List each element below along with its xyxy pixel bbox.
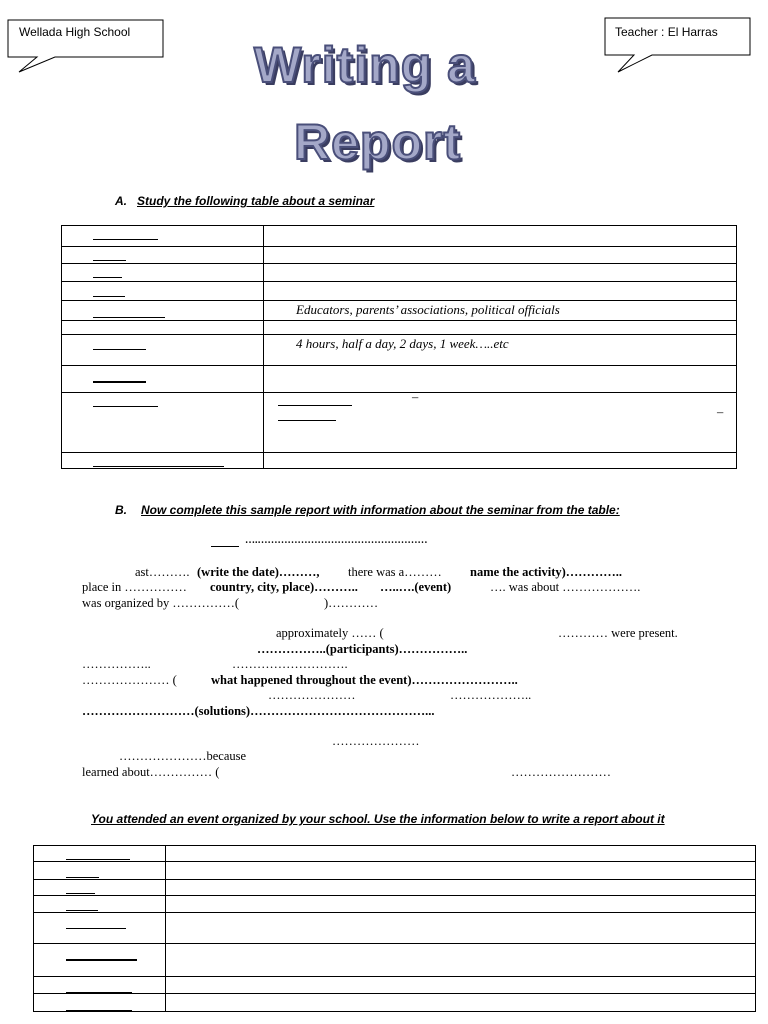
report-text: ………………………(solutions)……………………………………...	[82, 704, 435, 718]
report-text: …. was about ……………….	[490, 580, 641, 594]
section-c-heading: You attended an event organized by your school. Use the information below to write a report about it	[91, 812, 665, 826]
blank-line	[66, 1010, 132, 1011]
title-line-1: Writing a	[254, 37, 476, 93]
blank-line	[93, 381, 146, 383]
section-b-letter: B.	[115, 503, 127, 517]
report-text: ……………………	[511, 765, 611, 779]
blank-line	[278, 420, 336, 421]
report-text: learned about…………… (	[82, 765, 220, 779]
blank-line	[93, 317, 165, 318]
report-text: country, city, place)………..	[210, 580, 358, 594]
report-text: name the activity)…………..	[470, 565, 623, 579]
report-text: place in ……………	[82, 580, 187, 594]
section-a-heading: Study the following table about a seminar	[137, 194, 375, 208]
dash-mark: –	[717, 405, 724, 419]
section-b-heading: Now complete this sample report with information about the seminar from the table:	[141, 503, 620, 517]
blank-line	[66, 859, 130, 860]
section-a-letter: A.	[115, 194, 127, 208]
title-line-2: Report	[294, 114, 462, 170]
school-name: Wellada High School	[19, 25, 131, 39]
blank-line	[66, 928, 126, 929]
blank-line	[278, 405, 352, 406]
blank-line	[66, 959, 137, 961]
report-text: was organized by ……………(	[82, 596, 240, 610]
blank-line	[93, 296, 125, 297]
blank-line	[66, 910, 98, 911]
blank-line	[93, 406, 158, 407]
duration-example: 4 hours, half a day, 2 days, 1 week…..etc	[296, 336, 509, 351]
report-text: …………………because	[119, 749, 247, 763]
blank-line	[66, 992, 132, 993]
report-text: what happened throughout the event)……………………..	[211, 673, 518, 687]
blank-line	[93, 239, 158, 240]
report-text: ………………… (	[82, 673, 177, 687]
blank-line	[93, 349, 146, 350]
report-text: (write the date)………,	[197, 565, 320, 579]
dash-mark: –	[412, 390, 419, 404]
participants-example: Educators, parents’ associations, political officials	[296, 302, 560, 317]
report-text: there was a………	[348, 565, 442, 579]
report-text: ast……….	[135, 565, 190, 579]
blank-line	[66, 893, 95, 894]
report-text: ……………………….	[232, 657, 348, 671]
blank-line	[93, 466, 224, 467]
blank-line	[211, 546, 239, 547]
event-table	[33, 845, 756, 1012]
blank-line	[93, 277, 122, 278]
report-text: ………… were present.	[558, 626, 678, 640]
report-text: …………………	[332, 734, 420, 748]
blank-line	[93, 334, 159, 335]
report-text: ……………..	[82, 657, 151, 671]
blank-line	[66, 877, 99, 878]
report-text: …..….(event)	[380, 580, 452, 594]
report-text: approximately …… (	[276, 626, 384, 640]
report-line-0: ….……………………………………………	[245, 535, 428, 546]
report-text: ……………..(participants)……………..	[257, 642, 468, 656]
teacher-name: Teacher : El Harras	[615, 25, 718, 39]
report-text: )…………	[324, 596, 379, 610]
report-text: ………………..	[450, 688, 532, 702]
report-text: …………………	[268, 688, 356, 702]
blank-line	[93, 260, 126, 261]
